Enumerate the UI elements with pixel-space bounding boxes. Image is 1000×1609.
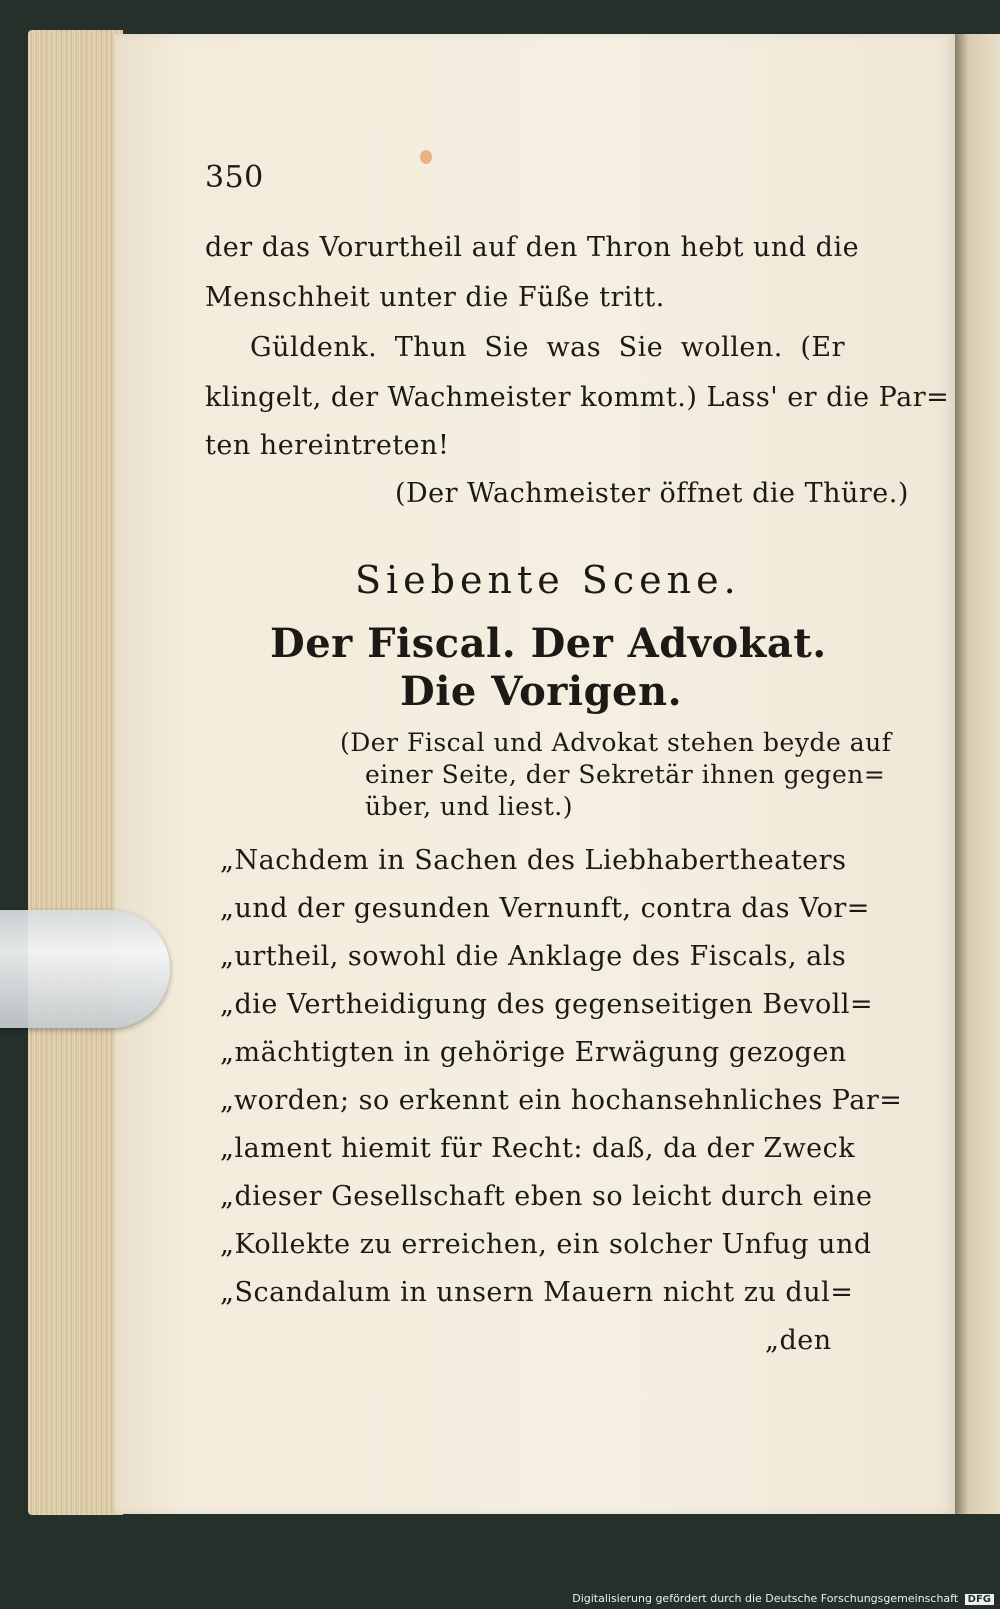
dfg-logo: DFG xyxy=(965,1594,994,1605)
catchword: „den xyxy=(765,1325,832,1356)
text-line: (Der Wachmeister öffnet die Thüre.) xyxy=(395,478,909,509)
footer-text: Digitalisierung gefördert durch die Deutsche Forschungsgemeinschaft xyxy=(572,1592,959,1605)
text-line: Menschheit unter die Füße tritt. xyxy=(205,282,665,313)
verdict-line: „Nachdem in Sachen des Liebhabertheaters xyxy=(220,845,847,876)
verdict-line: „Scandalum in unsern Mauern nicht zu dul= xyxy=(220,1277,854,1308)
footer-credit xyxy=(572,1592,994,1605)
stain-spot xyxy=(420,150,432,164)
text-line: Güldenk. Thun Sie was Sie wollen. (Er xyxy=(250,332,845,363)
page-edges xyxy=(28,30,123,1515)
verdict-line: „mächtigten in gehörige Erwägung gezogen xyxy=(220,1037,847,1068)
verdict-line: „lament hiemit für Recht: daß, da der Zweck xyxy=(220,1133,856,1164)
verdict-line: „dieser Gesellschaft eben so leicht durch eine xyxy=(220,1181,873,1212)
text-line: ten hereintreten! xyxy=(205,430,450,461)
scene-heading: Siebente Scene. xyxy=(355,558,741,602)
verdict-line: „Kollekte zu erreichen, ein solcher Unfug und xyxy=(220,1229,872,1260)
cast-line: Der Fiscal. Der Advokat. xyxy=(270,620,827,667)
stage-direction-line: einer Seite, der Sekretär ihnen gegen= xyxy=(365,760,886,789)
facing-page-edge xyxy=(955,34,1000,1514)
stage-direction-line: über, und liest.) xyxy=(365,792,574,821)
transparent-bookmark-strip xyxy=(0,910,170,1028)
verdict-line: „und der gesunden Vernunft, contra das Vor= xyxy=(220,893,870,924)
text-line: der das Vorurtheil auf den Thron hebt und die xyxy=(205,232,860,263)
verdict-line: „worden; so erkennt ein hochansehnliches Par= xyxy=(220,1085,903,1116)
stage-direction-line: (Der Fiscal und Advokat stehen beyde auf xyxy=(340,728,892,757)
verdict-line: „die Vertheidigung des gegenseitigen Bevoll= xyxy=(220,989,874,1020)
text-line: klingelt, der Wachmeister kommt.) Lass' er die Par= xyxy=(205,382,950,413)
cast-line: Die Vorigen. xyxy=(400,668,682,715)
verdict-line: „urtheil, sowohl die Anklage des Fiscals, als xyxy=(220,941,847,972)
page-number: 350 xyxy=(205,160,264,195)
